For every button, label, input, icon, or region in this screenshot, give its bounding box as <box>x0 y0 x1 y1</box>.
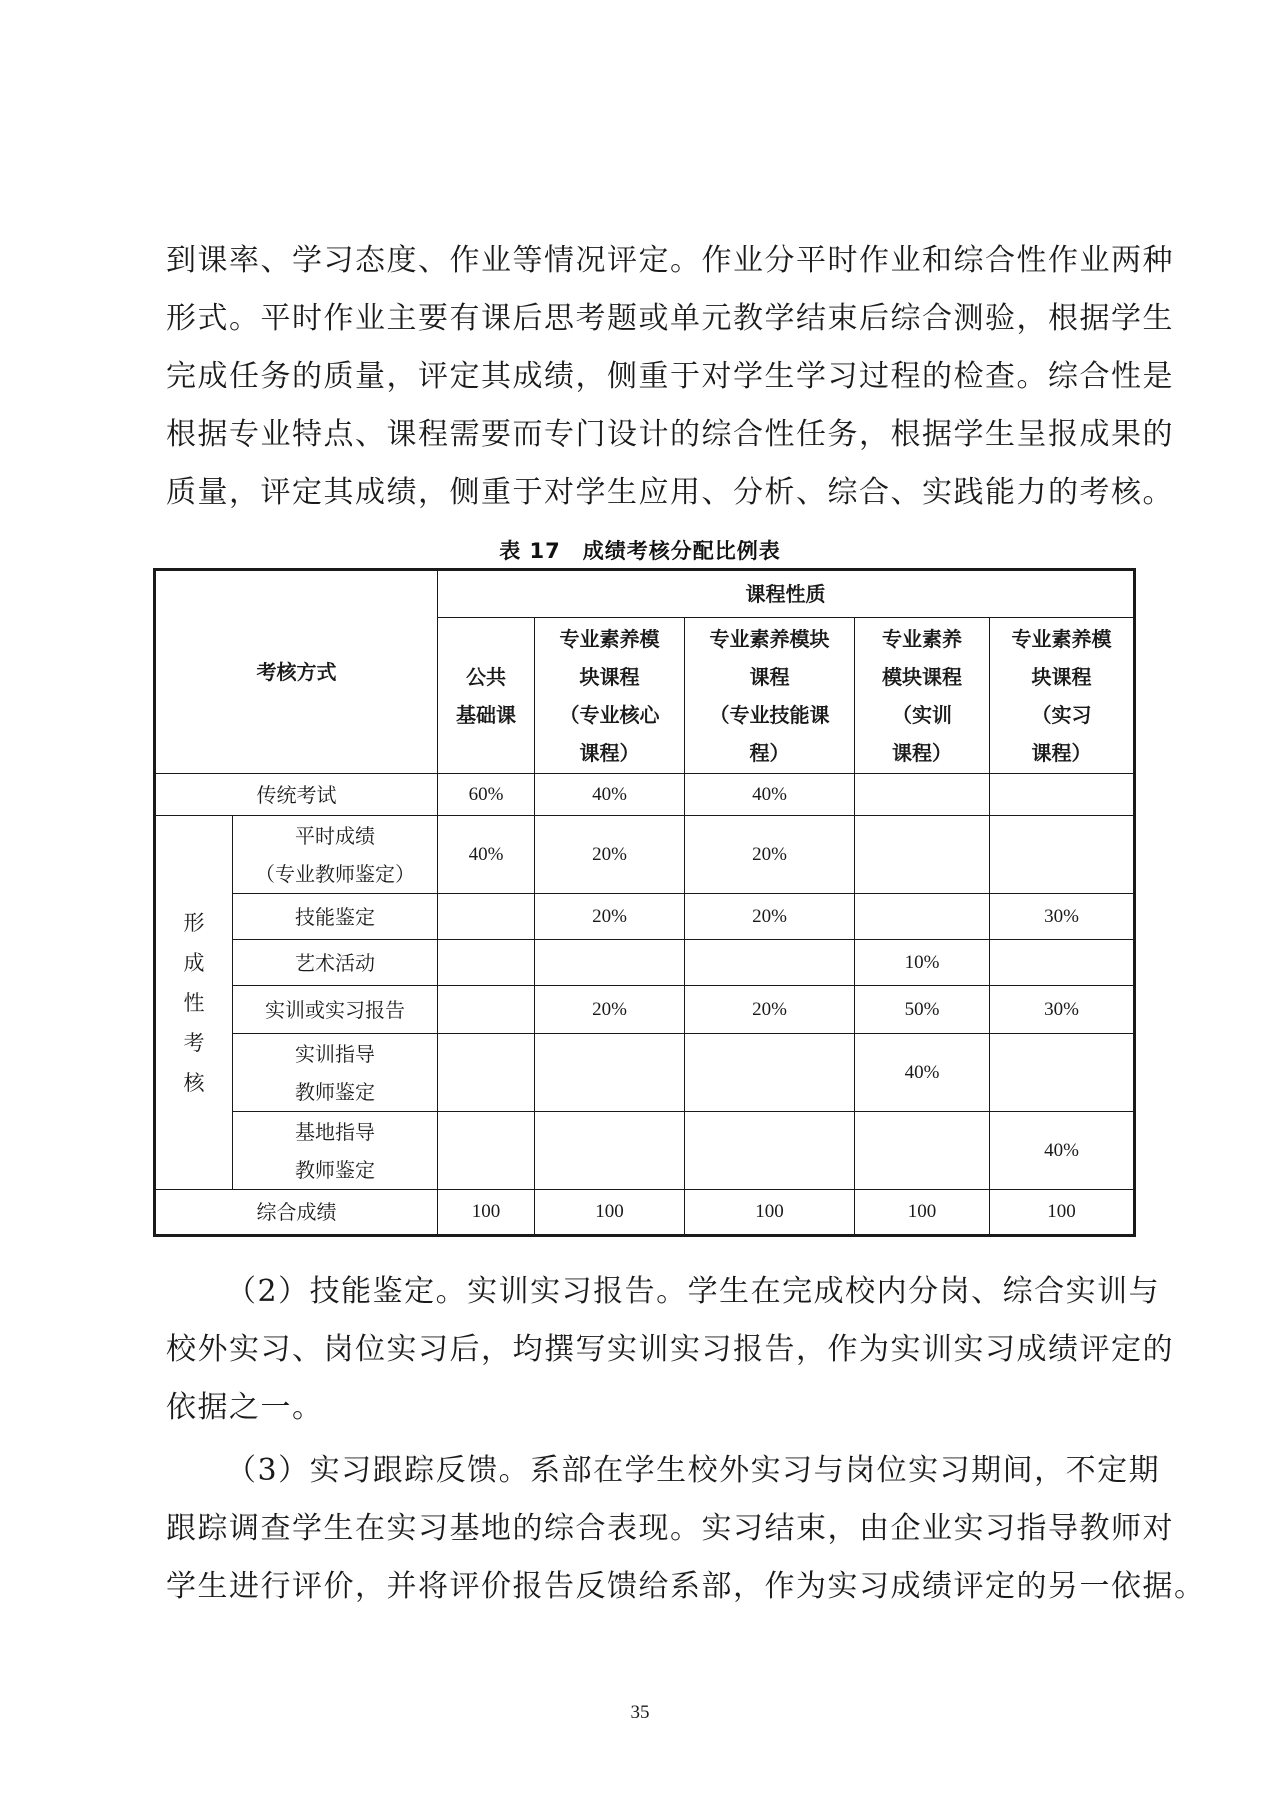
column-header-line: 模块课程 <box>882 664 962 689</box>
paragraph-line: 校外实习、岗位实习后，均撰写实训实习报告，作为实训实习成绩评定的 <box>166 1332 1174 1367</box>
formative-assessment-label <box>155 816 233 1190</box>
page-number: 35 <box>630 1702 650 1723</box>
table-cell <box>990 940 1135 986</box>
table-cell <box>438 986 535 1034</box>
table-caption: 表 17 成绩考核分配比例表 <box>499 539 781 563</box>
row-label-line: 基地指导 <box>295 1119 375 1144</box>
column-header-line: 课程） <box>892 740 952 765</box>
table-cell: 50% <box>855 986 990 1034</box>
column-header-line: 基础课 <box>456 702 516 727</box>
row-label: 传统考试 <box>155 774 438 816</box>
column-header-line: （专业技能课 <box>709 702 830 727</box>
paragraph-line: 到课率、学习态度、作业等情况评定。作业分平时作业和综合性作业两种 <box>166 243 1174 278</box>
table-row-art-activities <box>155 940 1135 986</box>
column-header-line: 课程） <box>1031 740 1092 765</box>
formative-label-char: 考 <box>183 1030 205 1055</box>
table-cell: 40% <box>855 1034 990 1112</box>
column-header-line: 专业素养模 <box>1011 626 1112 651</box>
table-cell: 20% <box>535 986 685 1034</box>
formative-label-char: 形 <box>183 910 205 935</box>
row-label: 技能鉴定 <box>233 894 438 940</box>
column-header-line: （实习 <box>1031 702 1092 727</box>
table-cell <box>855 816 990 894</box>
paragraph-line: 学生进行评价，并将评价报告反馈给系部，作为实习成绩评定的另一依据。 <box>166 1569 1206 1604</box>
table-cell: 10% <box>855 940 990 986</box>
table-cell: 20% <box>685 894 855 940</box>
row-label: 综合成绩 <box>155 1190 438 1236</box>
column-header-line: 专业素养模 <box>559 626 660 651</box>
table-cell <box>990 774 1135 816</box>
table-cell: 40% <box>990 1112 1135 1190</box>
table-cell: 60% <box>438 774 535 816</box>
column-header-core <box>535 618 685 774</box>
paragraph-line: 质量，评定其成绩，侧重于对学生应用、分析、综合、实践能力的考核。 <box>166 475 1174 510</box>
table-cell <box>438 940 535 986</box>
row-label: 实训或实习报告 <box>233 986 438 1034</box>
table-cell: 40% <box>438 816 535 894</box>
row-label <box>233 1034 438 1112</box>
assessment-method-header: 考核方式 <box>155 570 438 774</box>
table-row-daily-grades <box>155 816 1135 894</box>
paragraph-line: 完成任务的质量，评定其成绩，侧重于对学生学习过程的检查。综合性是 <box>166 359 1174 394</box>
row-label-line: （专业教师鉴定） <box>255 861 415 886</box>
column-header-line: 课程） <box>579 740 640 765</box>
column-header-skills <box>685 618 855 774</box>
column-header-line: 公共 <box>466 664 506 689</box>
paragraph-line: 依据之一。 <box>166 1390 324 1425</box>
table-cell <box>855 774 990 816</box>
table-cell: 20% <box>685 816 855 894</box>
grade-distribution-table <box>153 568 1136 1237</box>
formative-label-char: 性 <box>183 990 205 1015</box>
column-header-line: 专业素养模块 <box>709 626 830 651</box>
column-header-training <box>855 618 990 774</box>
column-header-line: 块课程 <box>579 664 640 689</box>
table-cell: 20% <box>685 986 855 1034</box>
paragraph-assessment-description <box>166 232 1174 522</box>
paragraph-skill-appraisal <box>166 1263 1174 1437</box>
table-cell: 100 <box>535 1190 685 1236</box>
paragraph-line: 跟踪调查学生在实习基地的综合表现。实习结束，由企业实习指导教师对 <box>166 1511 1174 1546</box>
row-label <box>233 816 438 894</box>
table-cell: 20% <box>535 816 685 894</box>
table-cell: 100 <box>438 1190 535 1236</box>
table-cell: 100 <box>685 1190 855 1236</box>
paragraph-line: （3）实习跟踪反馈。系部在学生校外实习与岗位实习期间，不定期 <box>226 1453 1161 1488</box>
table-cell: 40% <box>535 774 685 816</box>
formative-label-char: 成 <box>183 950 205 975</box>
paragraph-internship-feedback <box>166 1442 1206 1616</box>
column-header-line: 课程 <box>749 664 790 689</box>
row-label-line: 教师鉴定 <box>295 1079 375 1104</box>
table-cell: 40% <box>685 774 855 816</box>
column-header-line: 程） <box>749 740 790 765</box>
table-row-base-instructor <box>155 1112 1135 1190</box>
row-label <box>233 1112 438 1190</box>
table-cell <box>855 894 990 940</box>
table-cell <box>990 816 1135 894</box>
table-row-training-report <box>155 986 1135 1034</box>
paragraph-line: 形式。平时作业主要有课后思考题或单元教学结束后综合测验，根据学生 <box>166 301 1174 336</box>
paragraph-line: 根据专业特点、课程需要而专门设计的综合性任务，根据学生呈报成果的 <box>166 417 1174 452</box>
table-row-traditional-exam <box>155 774 1135 816</box>
table-cell <box>685 940 855 986</box>
table-row-skill-appraisal <box>155 894 1135 940</box>
table-cell <box>685 1112 855 1190</box>
table-cell <box>855 1112 990 1190</box>
column-header-internship <box>990 618 1135 774</box>
table-row-total <box>155 1190 1135 1236</box>
table-cell <box>438 1112 535 1190</box>
table-cell <box>990 1034 1135 1112</box>
table-cell <box>535 940 685 986</box>
column-header-line: 块课程 <box>1031 664 1092 689</box>
table-cell: 100 <box>855 1190 990 1236</box>
formative-label-char: 核 <box>183 1070 205 1095</box>
column-header-line: 专业素养 <box>882 626 962 651</box>
row-label: 艺术活动 <box>233 940 438 986</box>
table-cell <box>535 1034 685 1112</box>
column-header-public-basic <box>438 618 535 774</box>
table-cell <box>438 894 535 940</box>
row-label-line: 教师鉴定 <box>295 1157 375 1182</box>
table-cell <box>535 1112 685 1190</box>
table-cell: 30% <box>990 894 1135 940</box>
row-label-line: 平时成绩 <box>295 823 375 848</box>
table-cell: 100 <box>990 1190 1135 1236</box>
table-row-training-instructor <box>155 1034 1135 1112</box>
column-header-line: （实训 <box>892 702 952 727</box>
column-header-line: （专业核心 <box>559 702 660 727</box>
row-label-line: 实训指导 <box>295 1041 375 1066</box>
table-cell: 30% <box>990 986 1135 1034</box>
table-cell <box>685 1034 855 1112</box>
table-cell: 20% <box>535 894 685 940</box>
course-nature-header: 课程性质 <box>438 570 1135 618</box>
table-cell <box>438 1034 535 1112</box>
paragraph-line: （2）技能鉴定。实训实习报告。学生在完成校内分岗、综合实训与 <box>226 1274 1161 1309</box>
